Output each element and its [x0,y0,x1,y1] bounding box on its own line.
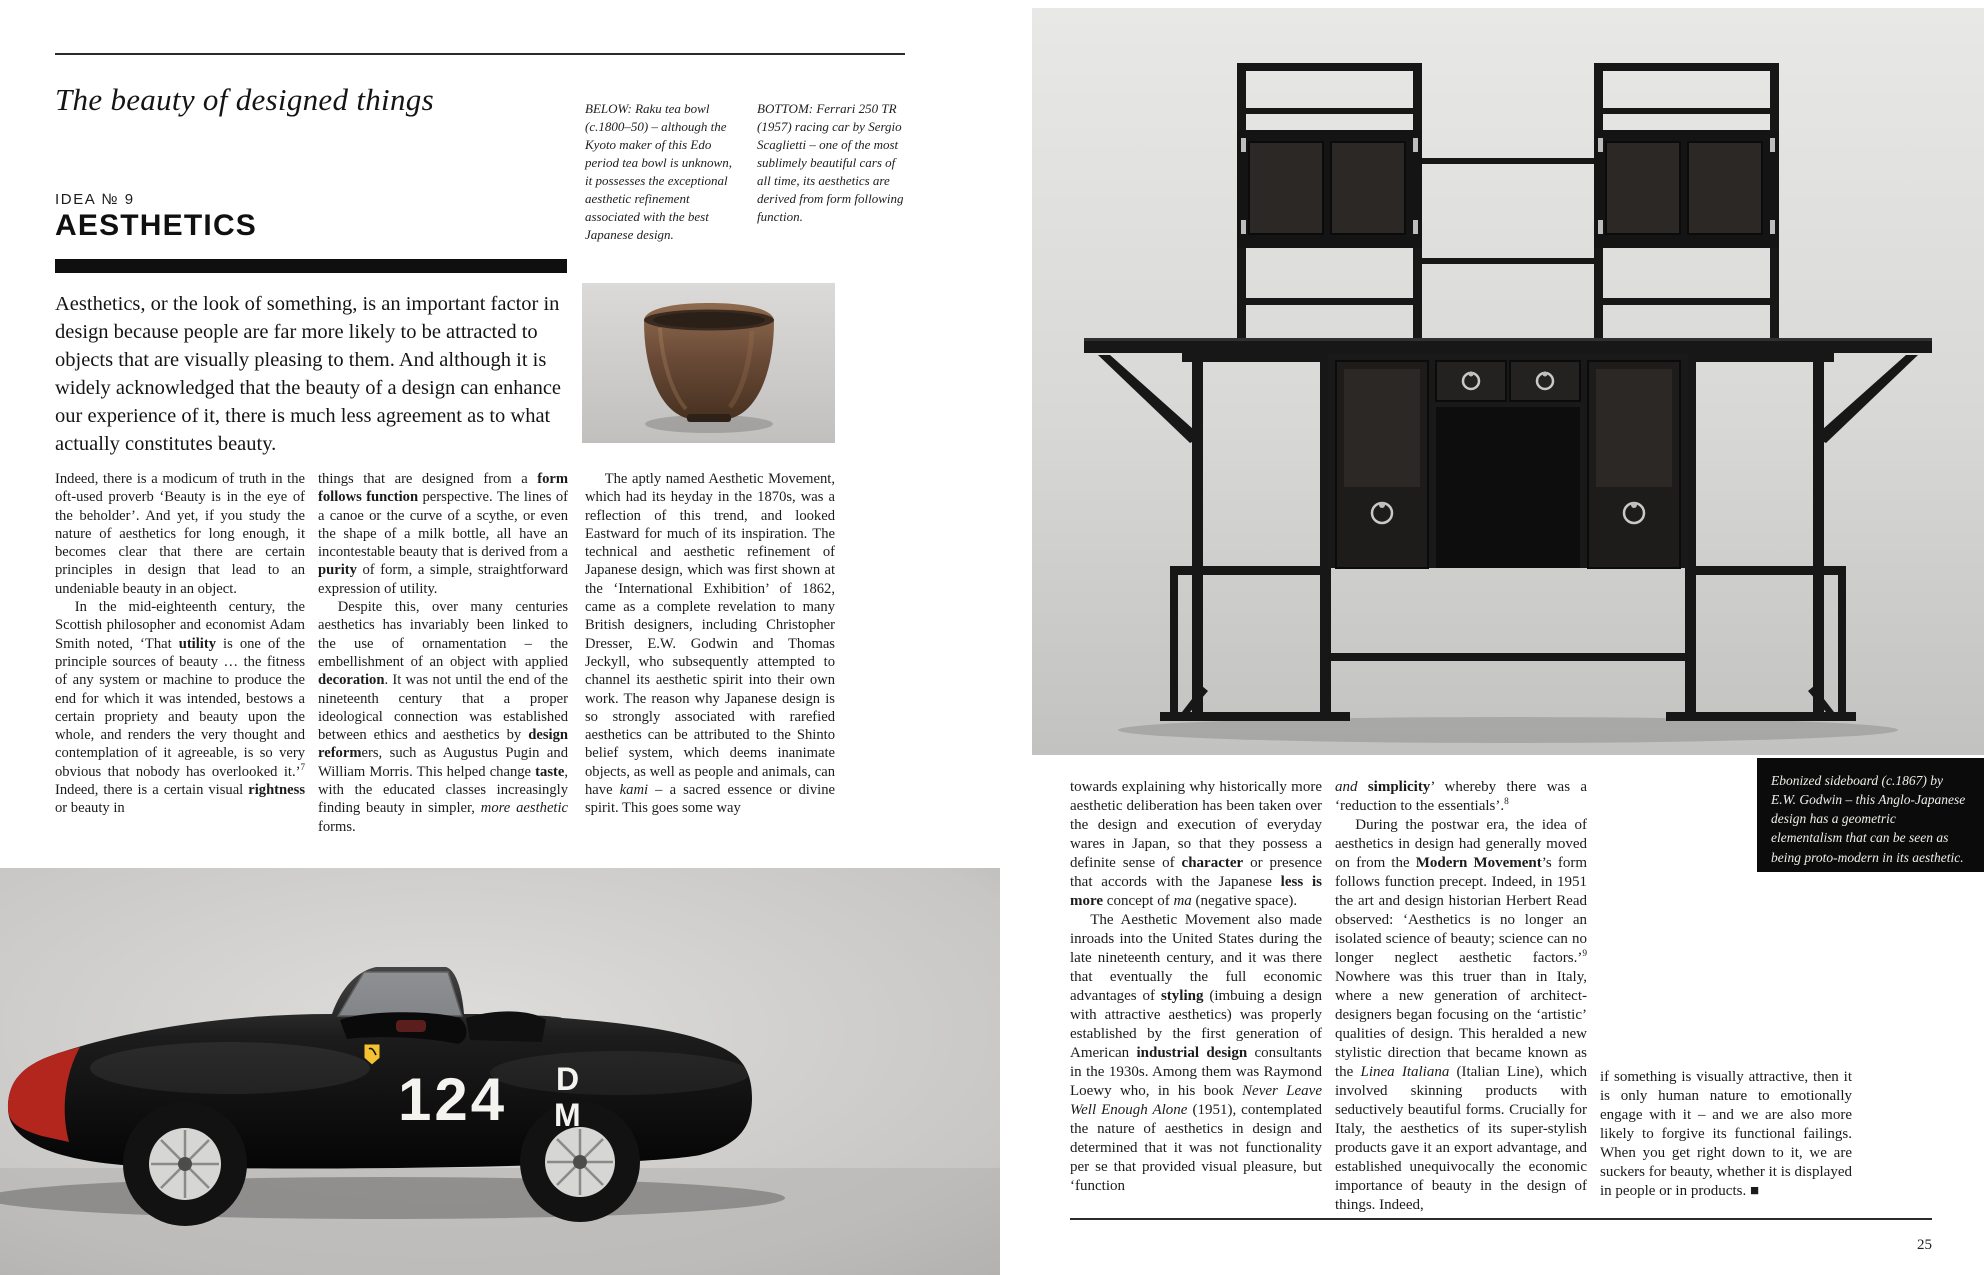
paragraph: In the mid-eighteenth century, the Scottish philosopher and economist Adam Smith noted, ‘That utility is one of the principle sources of beauty … the fitness of any system or machine to produce the end for which it was intended, bestows a certain propriety and beauty upon the whole, and renders the very thought and contemplation of it agreeable, is so very obvious that nobody has overlooked it.’$^7$ Indeed, there is a certain visual rightness or beauty in [55,599,305,817]
seat [396,1020,426,1032]
tea-bowl-photo [582,283,835,443]
footer-rule [1070,1218,1932,1220]
sideboard-illustration [1032,8,1984,755]
paragraph: towards explaining why historically more aesthetic deliberation has been taken over the design and execution of everyday wares in Japan, so that they possess a definite sense of character or presence that accords with the Japanese less is more concept of ma (negative space). [1070,779,1322,909]
body-column-2 [318,470,568,836]
paragraph: Indeed, there is a modicum of truth in the oft-used proverb ‘Beauty is in the eye of the beholder’. And yet, if you study the nature of aesthetics for long enough, it becomes clear that there are certain principles in design that lead to an undeniable beauty in an object. [55,471,305,597]
tea-bowl-illustration [582,283,835,443]
paragraph: During the postwar era, the idea of aesthetics in design had generally moved on from the Modern Movement’s form follows function precept. Indeed, in 1951 the art and design historian Herbert Read observed: ‘Aesthetics is no longer an isolated science of beauty; science can no longer neglect aesthetic factors.’$^9$ Nowhere was this truer than in Italy, where a new generation of architect-designers began focusing on the ‘artistic’ qualities of design. This heralded a new stylistic direction that became known as the Linea Italiana (Italian Line), which involved skinning products with seductively beautiful forms. Crucially for Italy, the aesthetics of its super-stylish products gave it an export advantage, and established unequivocally the economic importance of beauty in the design of things. Indeed, [1335,817,1588,1213]
paragraph: if something is visually attractive, then it is only human nature to emotionally engage with it – and we are also more likely to forgive its functional failings. When you get right down to it, we are suckers for beauty, whether it is displayed in people or in products. ■ [1600,1069,1852,1199]
sideboard-photo [1032,8,1984,755]
body-column-3 [585,470,835,818]
body-column-4 [1070,778,1322,1196]
heading-bar [55,259,567,273]
intro-paragraph: Aesthetics, or the look of something, is an important factor in design because people are far more likely to be attracted to objects that are visually pleasing to them. And although it is widely acknowledged that the beauty of a design can enhance our experience of it, there is much less agreement as to what actually constitutes beauty. [55,293,562,455]
paragraph: The aptly named Aesthetic Movement, which had its heyday in the 1870s, was a reflection of this trend, and looked Eastward for much of its inspiration. The technical and aesthetic refinement of Japanese design, which was first shown at the ‘International Exhibition’ of 1862, came as a complete revelation to many British designers, including Christopher Dresser, E.W. Godwin and Thomas Jeckyll, who subsequently attempted to channel its aesthetic spirit into their own work. The reason why Japanese design is so strongly associated with rarefied aesthetics can be attributed to the Shinto belief system, which deems inanimate objects, as well as people and animals, can have kami – a sacred essence or divine spirit. This goes some way [585,471,835,817]
idea-number: IDEA № 9 [55,191,135,208]
title-rule [55,53,905,55]
body-column-1 [55,470,305,818]
ferrari-illustration [0,868,1000,1275]
page-number: 25 [1917,1237,1932,1253]
caption-ferrari: BOTTOM: Ferrari 250 TR (1957) racing car by Sergio Scaglietti – one of the most sublimely beautiful cars of all time, its aesthetics are derived from form following function. [757,101,904,224]
paragraph: and simplicity’ whereby there was a ‘reduction to the essentials’.$^8$ [1335,779,1588,814]
paragraph: Despite this, over many centuries aesthetics has invariably been linked to the use of ornamentation – the embellishment of an object with applied decoration. It was not until the end of the nineteenth century that a proper ideological connection was established between ethics and aesthetics by design reformers, such as Augustus Pugin and William Morris. This helped change taste, with the educated classes increasingly finding beauty in simpler, more aesthetic forms. [318,599,569,835]
sideboard-caption-box: Ebonized sideboard (c.1867) by E.W. Godwin – this Anglo-Japanese design has a geometric elementalism that can be seen as being proto-modern in its aesthetic. [1757,758,1984,872]
headrest-fairing [466,1011,546,1042]
race-number: 124 [398,1066,508,1133]
chapter-heading: AESTHETICS [55,209,258,242]
door-letter-bottom: M [554,1097,581,1133]
door-letter-top: D [556,1061,580,1097]
body-column-6 [1600,1068,1852,1201]
front-wheel [123,1102,247,1226]
paragraph: The Aesthetic Movement also made inroads into the United States during the late nineteenth century, and it was there that eventually the full economic advantages of styling (imbuing a design with attractive aesthetics) was properly established by the first generation of American industrial design consultants in the 1930s. Among them was Raymond Loewy who, in his book Never Leave Well Enough Alone (1951), contemplated the nature of aesthetics in design and determined that it was not functionality per se that provided visual pleasure, but ‘function [1070,912,1322,1194]
page-title: The beauty of designed things [55,82,434,117]
car-shadow [0,1177,785,1219]
bowl-foot [687,414,731,422]
body-column-5 [1335,778,1587,1215]
caption-tea-bowl: BELOW: Raku tea bowl (c.1800–50) – although the Kyoto maker of this Edo period tea bowl is unknown, it possesses the exceptional aesthetic refinement associated with the best Japanese design. [585,101,732,242]
ferrari-photo [0,868,1000,1275]
paragraph: things that are designed from a form follows function perspective. The lines of a canoe or the curve of a scythe, or even the shape of a milk bottle, all have an incontestable beauty that is derived from a purity of form, a simple, straightforward expression of utility. [318,471,568,597]
